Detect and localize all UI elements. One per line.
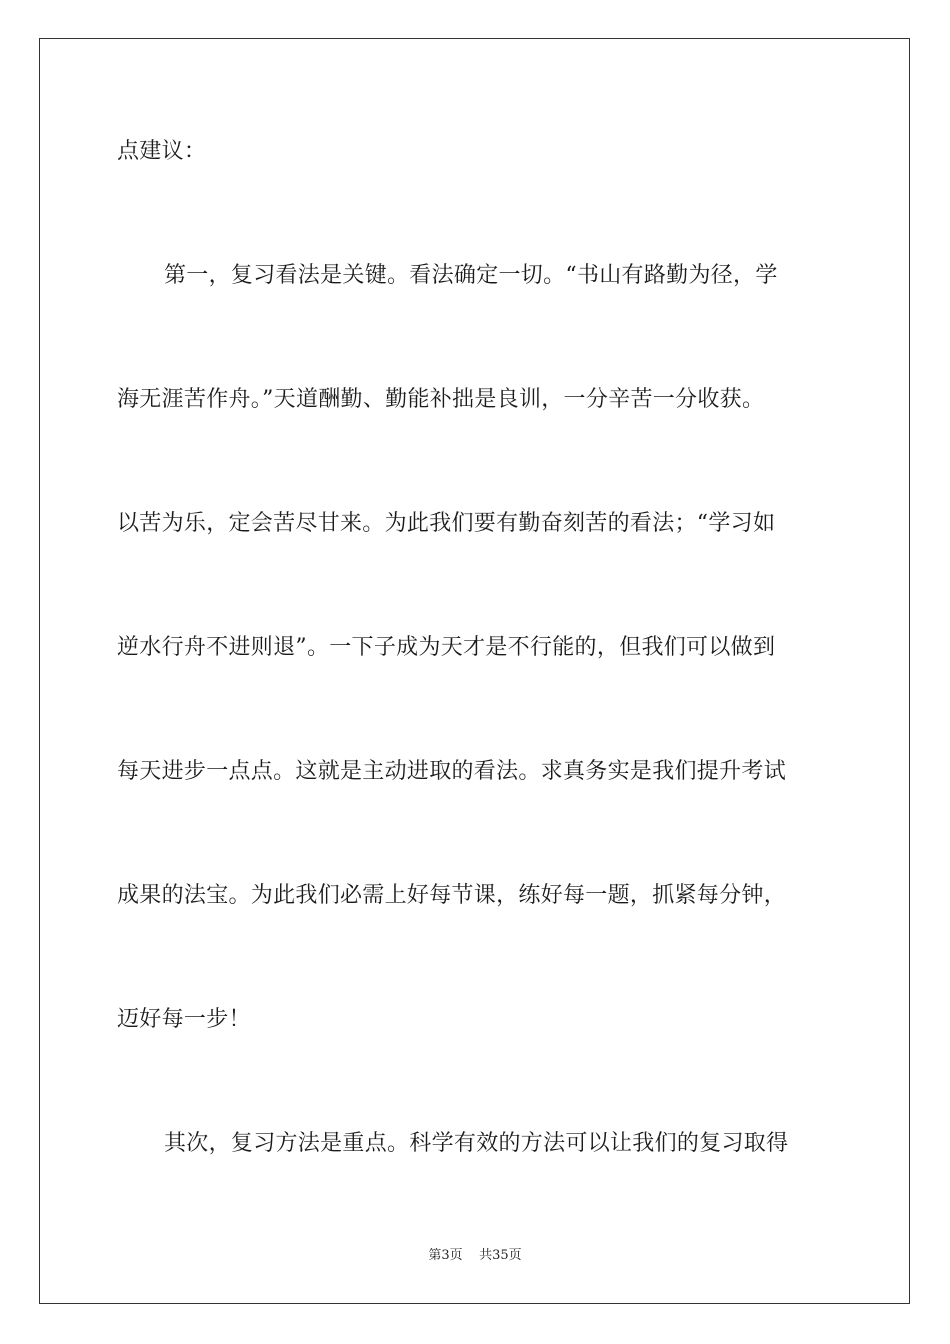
- paragraph-first-line: 第一，复习看法是关键。看法确定一切。“书山有路勤为径，学: [164, 263, 778, 288]
- text-line: 每天进步一点点。这就是主动进取的看法。求真务实是我们提升考试: [117, 759, 787, 784]
- page-footer: [0, 1247, 950, 1265]
- text-line: 成果的法宝。为此我们必需上好每节课，练好每一题，抓紧每分钟，: [117, 883, 787, 908]
- text-line: 以苦为乐，定会苦尽甘来。为此我们要有勤奋刻苦的看法；“学习如: [117, 511, 776, 536]
- text-line: 海无涯苦作舟。”天道酬勤、勤能补拙是良训，一分辛苦一分收获。: [117, 387, 765, 412]
- page-border: [39, 38, 910, 1304]
- text-line: 迈好每一步！: [117, 1007, 251, 1032]
- total-pages: 共35页: [479, 1248, 522, 1263]
- paragraph-first-line: 其次，复习方法是重点。科学有效的方法可以让我们的复习取得: [164, 1131, 789, 1156]
- text-line: 点建议：: [117, 139, 207, 164]
- text-line: 逆水行舟不进则退”。一下子成为天才是不行能的，但我们可以做到: [117, 635, 776, 660]
- page-number: 第3页: [428, 1248, 463, 1263]
